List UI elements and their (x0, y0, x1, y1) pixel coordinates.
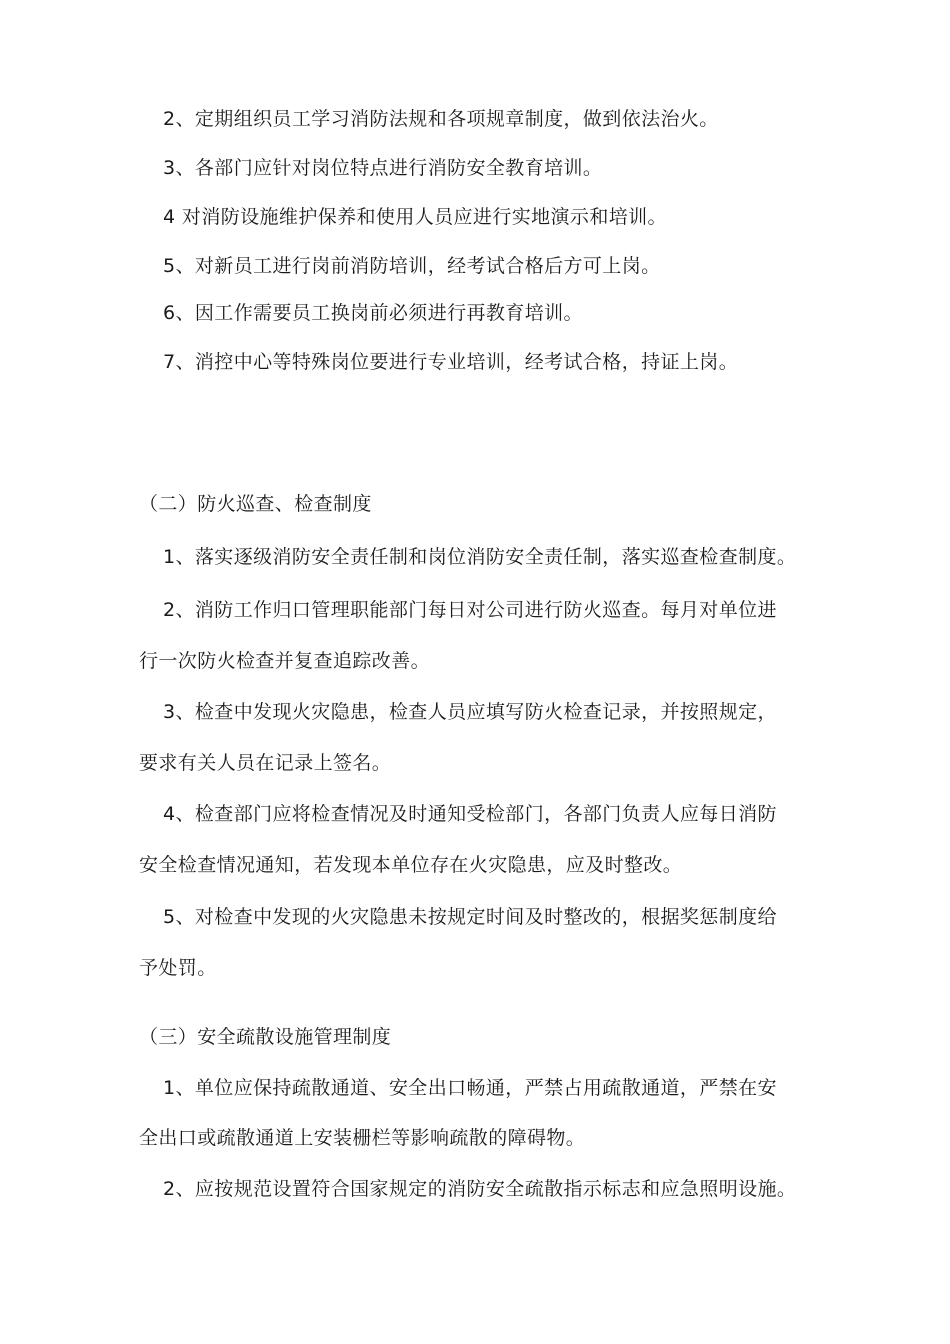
paragraph-line: 4 对消防设施维护保养和使用人员应进行实地演示和培训。 (163, 206, 667, 228)
paragraph-line: 安全检查情况通知，若发现本单位存在火灾隐患，应及时整改。 (139, 854, 683, 876)
paragraph-line: 全出口或疏散通道上安装栅栏等影响疏散的障碍物。 (139, 1127, 586, 1149)
paragraph-line: 2、消防工作归口管理职能部门每日对公司进行防火巡查。每月对单位进 (163, 599, 777, 621)
paragraph-line: 4、检查部门应将检查情况及时通知受检部门，各部门负责人应每日消防 (163, 803, 777, 825)
paragraph-line: 5、对新员工进行岗前消防培训，经考试合格后方可上岗。 (163, 255, 661, 277)
paragraph-line: 7、消控中心等特殊岗位要进行专业培训，经考试合格，持证上岗。 (163, 351, 739, 373)
paragraph-line: 6、因工作需要员工换岗前必须进行再教育培训。 (163, 302, 583, 324)
section-heading: （三）安全疏散设施管理制度 (139, 1026, 392, 1048)
paragraph-line: 予处罚。 (139, 957, 217, 979)
paragraph-line: 2、定期组织员工学习消防法规和各项规章制度，做到依法治火。 (163, 108, 719, 130)
paragraph-line: 3、检查中发现火灾隐患，检查人员应填写防火检查记录，并按照规定， (163, 701, 777, 723)
paragraph-line: 5、对检查中发现的火灾隐患未按规定时间及时整改的，根据奖惩制度给 (163, 906, 777, 928)
paragraph-line: 2、应按规范设置符合国家规定的消防安全疏散指示标志和应急照明设施。 (163, 1178, 797, 1200)
paragraph-line: 1、单位应保持疏散通道、安全出口畅通，严禁占用疏散通道，严禁在安 (163, 1077, 777, 1099)
paragraph-line: 3、各部门应针对岗位特点进行消防安全教育培训。 (163, 157, 603, 179)
paragraph-line: 1、落实逐级消防安全责任制和岗位消防安全责任制，落实巡查检查制度。 (163, 546, 797, 568)
paragraph-line: 要求有关人员在记录上签名。 (139, 752, 392, 774)
paragraph-line: 行一次防火检查并复查追踪改善。 (139, 650, 431, 672)
section-heading: （二）防火巡查、检查制度 (139, 493, 372, 515)
